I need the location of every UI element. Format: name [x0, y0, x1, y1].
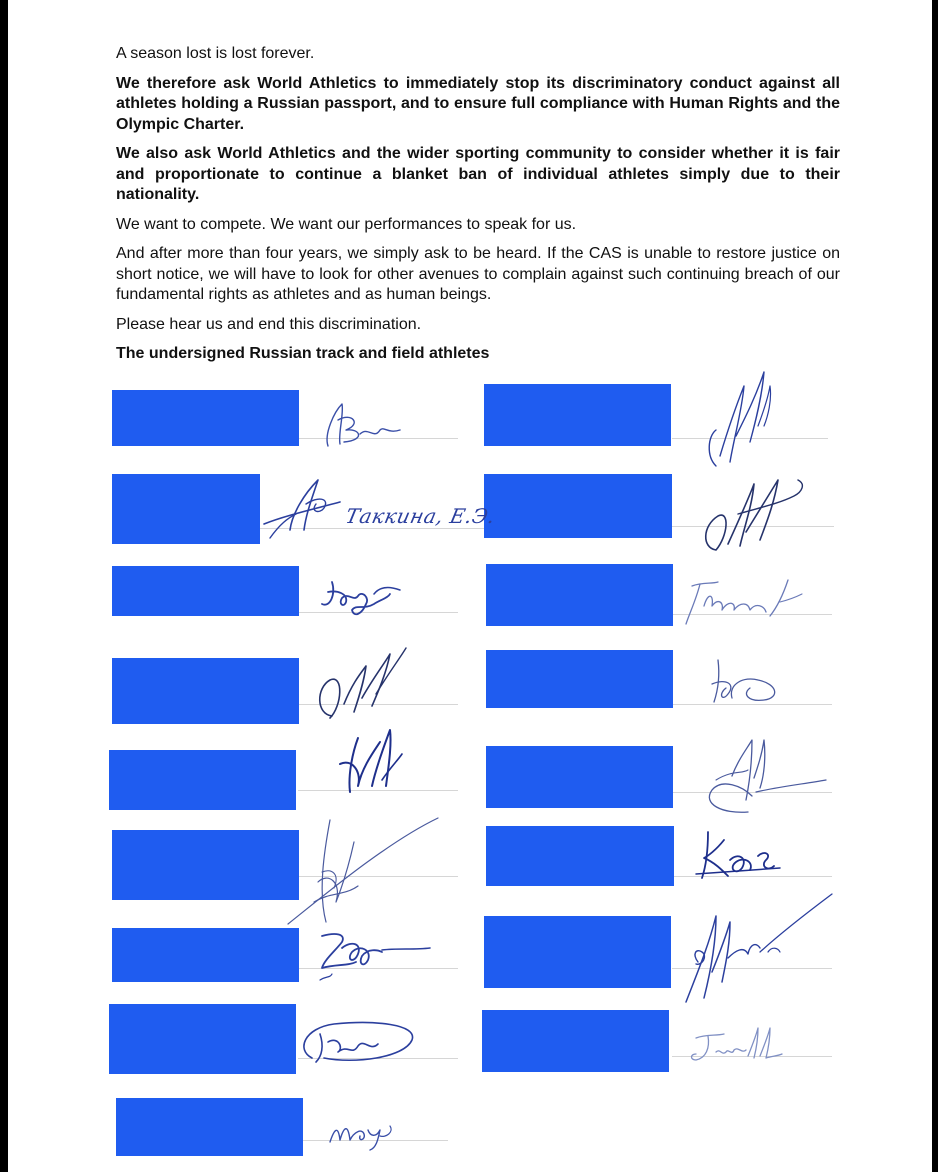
- signatories-heading: The undersigned Russian track and field athletes: [116, 345, 490, 362]
- paragraph-2: We therefore ask World Athletics to immediately stop its discriminatory conduct against all athletes holding a Russian passport, and to ensure full compliance with Human Rights and the Olympic Charter.: [116, 74, 840, 133]
- paragraph-1: A season lost is lost forever.: [116, 45, 315, 62]
- redacted-name-box: [112, 566, 299, 616]
- signature: [686, 1026, 786, 1070]
- redacted-name-box: [112, 390, 299, 446]
- document-page: [8, 0, 932, 1172]
- signature: [698, 470, 818, 556]
- signature: [260, 474, 350, 544]
- redacted-name-box: [484, 916, 671, 988]
- signature: [312, 920, 442, 990]
- redacted-name-box: [486, 564, 673, 626]
- redacted-name-box: [112, 830, 299, 900]
- signature: [702, 366, 782, 472]
- redacted-name-box: [112, 658, 299, 724]
- redacted-name-box: [484, 474, 672, 538]
- redacted-name-box: [109, 750, 296, 810]
- signature: [324, 1112, 404, 1152]
- redacted-name-box: [486, 746, 673, 808]
- redacted-name-box: [109, 1004, 296, 1074]
- signature: [318, 574, 408, 624]
- redacted-name-box: [484, 384, 671, 446]
- signature: [708, 654, 788, 708]
- redacted-name-box: [486, 650, 673, 708]
- paragraph-6: Please hear us and end this discrimination.: [116, 315, 422, 333]
- signature-handwritten-text: Таккина, Е.Э.: [343, 504, 498, 528]
- signature: [320, 394, 410, 454]
- redacted-name-box: [112, 928, 299, 982]
- letter-body: [116, 44, 840, 365]
- dark-frame-right: [932, 0, 938, 1172]
- redacted-name-box: [486, 826, 674, 886]
- redacted-name-box: [112, 474, 260, 544]
- signature: [692, 730, 832, 818]
- signature: [678, 572, 818, 636]
- signature: [294, 1018, 424, 1074]
- redacted-name-box: [482, 1010, 669, 1072]
- signature: [332, 724, 412, 796]
- paragraph-4: We want to compete. We want our performances to speak for us.: [116, 215, 577, 233]
- signature: [672, 892, 842, 1008]
- dark-frame-left: [0, 0, 8, 1172]
- signature: [278, 812, 448, 932]
- signature: [314, 644, 414, 728]
- paragraph-3: We also ask World Athletics and the wider sporting community to consider whether it is fair and proportionate to continue a blanket ban of individual athletes simply due to their nationality.: [116, 145, 840, 203]
- signature: [694, 826, 784, 886]
- paragraph-5: And after more than four years, we simply ask to be heard. If the CAS is unable to restore justice on short notice, we will have to look for other avenues to complain against such continuing breach of our fundamental rights as athletes and as human beings.: [116, 245, 840, 303]
- redacted-name-box: [116, 1098, 303, 1156]
